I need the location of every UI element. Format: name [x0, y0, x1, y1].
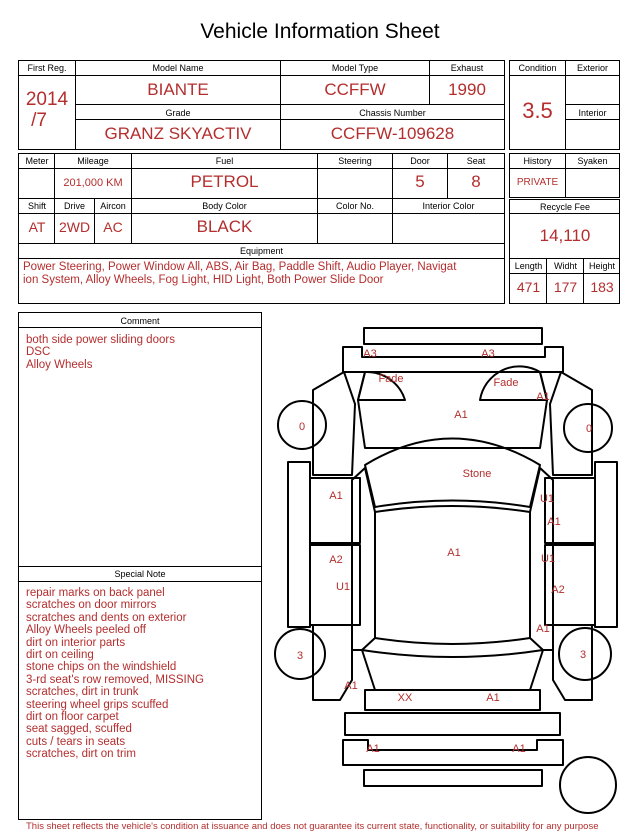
exhaust-value: 1990	[448, 80, 486, 99]
mark-quarter-right: A1	[536, 623, 550, 635]
mark-tire-fl: 0	[298, 421, 306, 433]
mileage-label: Mileage	[77, 156, 109, 166]
history-value: PRIVATE	[516, 177, 559, 188]
special-note-item: dirt on floor carpet	[26, 711, 119, 724]
left-side-body	[352, 468, 375, 650]
width-label: Widht	[553, 261, 577, 271]
comment-list	[26, 334, 175, 371]
mark-rear-door-left-u: U1	[335, 581, 351, 593]
special-note-item: scratches on door mirrors	[26, 599, 157, 612]
rear-bumper-top	[345, 713, 560, 735]
rear-glass	[362, 650, 543, 690]
mark-windshield: Stone	[462, 468, 492, 480]
seat-label: Seat	[466, 156, 486, 166]
disclaimer-footer: This sheet reflects the vehicle's condition at issuance and does not guarantee its current state, functionality, or suitability for any purpose	[26, 821, 599, 832]
equipment-line-1: Power Steering, Power Window All, ABS, Air Bag, Paddle Shift, Audio Player, Navigat	[23, 261, 457, 273]
body-color-label: Body Color	[202, 201, 247, 211]
special-note-label: Special Note	[114, 569, 166, 579]
special-note-item: cuts / tears in seats	[26, 735, 126, 748]
first-reg-year: 2014	[25, 89, 69, 110]
rear-step-bar	[364, 770, 542, 786]
recycle-fee-label: Recycle Fee	[539, 202, 591, 212]
fuel-label: Fuel	[215, 156, 234, 166]
height-value: 183	[590, 279, 614, 295]
mark-tire-rl: 3	[296, 650, 304, 662]
chassis-value: CCFFW-109628	[330, 124, 455, 143]
equipment-line-2: ion System, Alloy Wheels, Fog Light, HID Light, Both Power Slide Door	[23, 274, 384, 286]
shift-value: AT	[28, 219, 46, 235]
drive-value: 2WD	[58, 219, 91, 235]
exterior-label: Exterior	[576, 63, 608, 73]
tailgate	[365, 690, 540, 710]
mark-rear-quarter-left: A1	[344, 680, 358, 692]
mark-rear-door-right-u: U1	[540, 553, 556, 565]
mark-rear-door-left-a: A2	[329, 554, 343, 566]
body-color-value: BLACK	[196, 217, 253, 236]
mark-hood: A1	[454, 409, 468, 421]
comment-item: Alloy Wheels	[26, 358, 93, 371]
comment-item: DSC	[26, 346, 51, 359]
model-type-value: CCFFW	[324, 80, 386, 99]
width-value: 177	[553, 279, 578, 295]
mark-rear-glass-right: A1	[486, 692, 500, 704]
mark-front-right: A3	[481, 348, 495, 360]
chassis-label: Chassis Number	[359, 108, 426, 118]
equipment-list	[23, 261, 456, 287]
front-bumper-top	[364, 328, 542, 344]
length-value: 471	[516, 279, 541, 295]
aircon-label: Aircon	[100, 201, 126, 211]
fuel-value: PETROL	[190, 172, 259, 191]
comment-item: both side power sliding doors	[26, 334, 175, 346]
special-note-item: scratches, dirt on trim	[26, 748, 136, 761]
left-step	[288, 462, 310, 627]
door-label: Door	[410, 156, 430, 166]
mark-front-door-right-u: U1	[539, 493, 555, 505]
comment-divider	[18, 327, 262, 328]
steering-label: Steering	[338, 156, 372, 166]
condition-value: 3.5	[522, 98, 553, 123]
roof	[375, 506, 530, 644]
grade-label: Grade	[165, 108, 191, 118]
mark-roof: A1	[447, 547, 461, 559]
front-fender-left	[313, 372, 355, 475]
mark-fender-right: A1	[536, 391, 550, 403]
shift-label: Shift	[27, 201, 46, 211]
equipment-label: Equipment	[239, 246, 284, 256]
special-note-item: scratches, dirt in trunk	[26, 686, 139, 699]
model-type-label: Model Type	[331, 63, 379, 73]
aircon-value: AC	[103, 219, 123, 235]
special-note-list	[26, 587, 204, 761]
mark-front-left: A3	[363, 348, 377, 360]
length-label: Length	[514, 261, 543, 271]
special-note-item: dirt on interior parts	[26, 636, 126, 649]
special-note-item: seat sagged, scuffed	[26, 723, 132, 736]
door-value: 5	[415, 172, 425, 191]
rear-quarter-right	[553, 625, 592, 700]
mark-rear-bumper-left: A1	[366, 743, 380, 755]
seat-value: 8	[471, 172, 481, 191]
comment-label: Comment	[120, 316, 160, 326]
mileage-value: 201,000 KM	[63, 177, 123, 189]
special-note-item: dirt on ceiling	[26, 649, 94, 662]
grade-value: GRANZ SKYACTIV	[104, 124, 252, 143]
right-step	[595, 462, 617, 627]
model-name-label: Model Name	[152, 63, 204, 73]
special-note-divider	[18, 581, 262, 582]
mark-rear-glass-x: XX	[397, 692, 413, 704]
special-note-item: stone chips on the windshield	[26, 661, 177, 674]
mark-front-door-right-a: A1	[547, 516, 561, 528]
special-note-divider-top	[18, 566, 262, 567]
mark-fade-left: Fade	[378, 373, 404, 385]
first-reg-label: First Reg.	[27, 63, 67, 73]
special-note-item: steering wheel grips scuffed	[26, 698, 169, 711]
drive-label: Drive	[63, 201, 85, 211]
mark-tire-fr: 0	[585, 423, 593, 435]
special-note-item: scratches and dents on exterior	[26, 611, 187, 624]
mark-fade-right: Fade	[493, 377, 519, 389]
spare-tire	[560, 757, 616, 813]
special-note-item: 3-rd seat's row removed, MISSING	[26, 673, 204, 686]
history-label: History	[523, 156, 552, 166]
exhaust-label: Exhaust	[450, 63, 484, 73]
mark-front-door-left: A1	[329, 490, 343, 502]
condition-label: Condition	[518, 63, 557, 73]
interior-color-label: Interior Color	[422, 201, 475, 211]
mark-tire-rr: 3	[579, 649, 587, 661]
mark-rear-door-right-a: A2	[551, 584, 565, 596]
special-note-item: Alloy Wheels peeled off	[26, 624, 146, 637]
car-damage-diagram	[260, 315, 632, 820]
recycle-fee-value: 14,110	[539, 226, 591, 245]
height-label: Height	[588, 261, 615, 271]
interior-label: Interior	[578, 108, 607, 118]
syaken-label: Syaken	[577, 156, 608, 166]
special-note-item: repair marks on back panel	[26, 587, 165, 599]
first-reg-month: /7	[31, 110, 47, 131]
model-name-value: BIANTE	[147, 80, 209, 99]
page-title: Vehicle Information Sheet	[200, 20, 440, 43]
color-no-label: Color No.	[335, 201, 374, 211]
mark-rear-bumper-right: A1	[512, 743, 526, 755]
meter-label: Meter	[25, 156, 49, 166]
